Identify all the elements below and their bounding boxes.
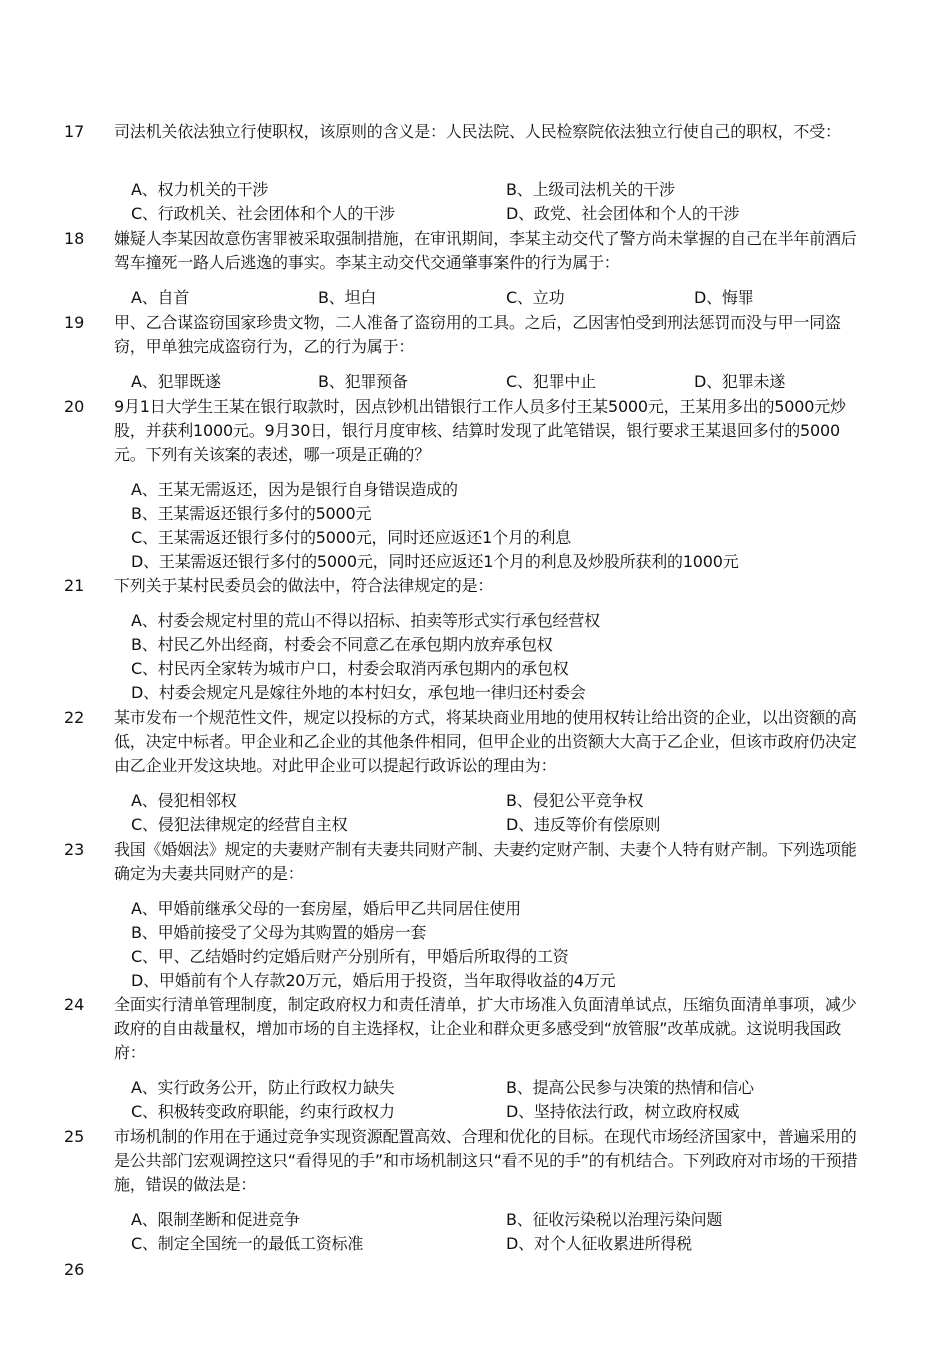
question-text: 某市发布一个规范性文件，规定以投标的方式，将某块商业用地的使用权转让给出资的企业，以出资额的高低，决定中标者。甲企业和乙企业的其他条件相同，但甲企业的出资额大大高于乙企业，但该市政府仍决定由乙企业开发这块地。对此甲企业可以提起行政诉讼的理由为：	[114, 708, 857, 775]
option-c: C、犯罪中止	[506, 372, 596, 391]
option-d: D、甲婚前有个人存款20万元，婚后用于投资，当年取得收益的4万元	[131, 971, 616, 990]
option-b: B、提高公民参与决策的热情和信心	[506, 1078, 754, 1097]
option-b: B、征收污染税以治理污染问题	[506, 1210, 723, 1229]
question-number: 23	[64, 840, 85, 859]
option-d: D、村委会规定凡是嫁往外地的本村妇女，承包地一律归还村委会	[131, 683, 586, 702]
option-c: C、侵犯法律规定的经营自主权	[131, 815, 348, 834]
option-b: B、坦白	[318, 288, 377, 307]
question-number: 22	[64, 708, 85, 727]
option-d: D、悔罪	[694, 288, 754, 307]
option-d: D、对个人征收累进所得税	[506, 1234, 692, 1253]
question-number: 20	[64, 397, 85, 416]
question-number: 21	[64, 576, 85, 595]
option-d: D、犯罪未遂	[694, 372, 786, 391]
option-c: C、王某需返还银行多付的5000元，同时还应返还1个月的利息	[131, 528, 572, 547]
option-a: A、犯罪既遂	[131, 372, 221, 391]
option-c: C、立功	[506, 288, 565, 307]
question-text: 下列关于某村民委员会的做法中，符合法律规定的是：	[114, 576, 494, 595]
option-c: C、村民丙全家转为城市户口，村委会取消丙承包期内的承包权	[131, 659, 569, 678]
option-a: A、限制垄断和促进竞争	[131, 1210, 300, 1229]
question-text: 我国《婚姻法》规定的夫妻财产制有夫妻共同财产制、夫妻约定财产制、夫妻个人特有财产制。下列选项能确定为夫妻共同财产的是：	[114, 840, 857, 883]
option-b: B、村民乙外出经商，村委会不同意乙在承包期内放弃承包权	[131, 635, 553, 654]
option-a: A、王某无需返还，因为是银行自身错误造成的	[131, 480, 458, 499]
option-a: A、侵犯相邻权	[131, 791, 237, 810]
option-d: D、政党、社会团体和个人的干涉	[506, 204, 740, 223]
option-a: A、甲婚前继承父母的一套房屋，婚后甲乙共同居住使用	[131, 899, 521, 918]
option-a: A、自首	[131, 288, 190, 307]
option-c: C、行政机关、社会团体和个人的干涉	[131, 204, 395, 223]
option-c: C、制定全国统一的最低工资标准	[131, 1234, 364, 1253]
option-b: B、上级司法机关的干涉	[506, 180, 675, 199]
question-number: 19	[64, 313, 85, 332]
option-b: B、王某需返还银行多付的5000元	[131, 504, 372, 523]
option-a: A、权力机关的干涉	[131, 180, 269, 199]
question-text: 甲、乙合谋盗窃国家珍贵文物，二人准备了盗窃用的工具。之后，乙因害怕受到刑法惩罚而没与甲一同盗窃，甲单独完成盗窃行为，乙的行为属于：	[114, 313, 841, 356]
option-b: B、侵犯公平竞争权	[506, 791, 644, 810]
question-text: 全面实行清单管理制度，制定政府权力和责任清单，扩大市场准入负面清单试点，压缩负面清单事项，减少政府的自由裁量权，增加市场的自主选择权，让企业和群众更多感受到“放管服”改革成就。这说明我国政府：	[114, 995, 857, 1062]
option-b: B、甲婚前接受了父母为其购置的婚房一套	[131, 923, 427, 942]
option-d: D、王某需返还银行多付的5000元，同时还应返还1个月的利息及炒股所获利的1000元	[131, 552, 739, 571]
question-number: 18	[64, 229, 85, 248]
question-number: 24	[64, 995, 85, 1014]
question-text: 9月1日大学生王某在银行取款时，因点钞机出错银行工作人员多付王某5000元，王某用多出的5000元炒股，并获利1000元。9月30日，银行月度审核、结算时发现了此笔错误，银行要求王某退回多付的5000元。下列有关该案的表述，哪一项是正确的？	[114, 397, 846, 464]
option-a: A、村委会规定村里的荒山不得以招标、拍卖等形式实行承包经营权	[131, 611, 600, 630]
question-number: 17	[64, 122, 85, 141]
option-b: B、犯罪预备	[318, 372, 408, 391]
option-c: C、甲、乙结婚时约定婚后财产分别所有，甲婚后所取得的工资	[131, 947, 569, 966]
option-c: C、积极转变政府职能，约束行政权力	[131, 1102, 395, 1121]
question-number: 26	[64, 1260, 85, 1279]
question-number: 25	[64, 1127, 85, 1146]
option-d: D、违反等价有偿原则	[506, 815, 661, 834]
question-text: 市场机制的作用在于通过竞争实现资源配置高效、合理和优化的目标。在现代市场经济国家中，普遍采用的是公共部门宏观调控这只“看得见的手”和市场机制这只“看不见的手”的有机结合。下列政府对市场的干预措施，错误的做法是：	[114, 1127, 858, 1194]
option-a: A、实行政务公开，防止行政权力缺失	[131, 1078, 395, 1097]
option-d: D、坚持依法行政，树立政府权威	[506, 1102, 740, 1121]
question-text: 嫌疑人李某因故意伤害罪被采取强制措施，在审讯期间，李某主动交代了警方尚未掌握的自己在半年前酒后驾车撞死一路人后逃逸的事实。李某主动交代交通肇事案件的行为属于：	[114, 229, 857, 272]
question-text: 司法机关依法独立行使职权，该原则的含义是：人民法院、人民检察院依法独立行使自己的职权，不受：	[114, 122, 841, 141]
